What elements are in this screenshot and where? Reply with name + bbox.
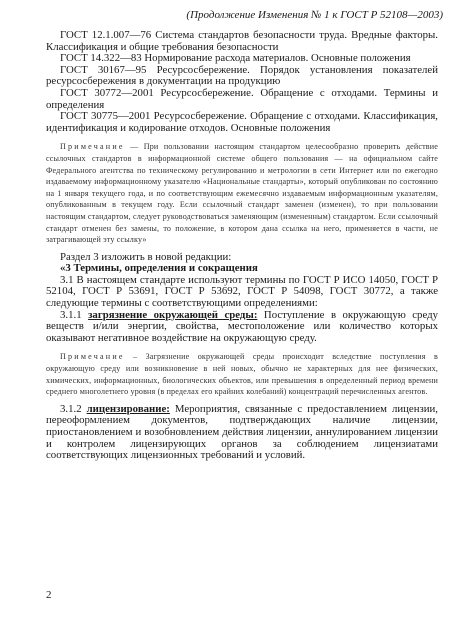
note-text: – Загрязнение окружающей среды происходит вследствие поступления в окружающую среду или возникновение в ней новых, обычно не характерных для нее физических, химических, информационных, биологических объектов, или превышения в определенный период времени среднего многолетнего уровня (в пределах его крайних колебаний) концентраций перечисленных агентов. <box>46 352 438 397</box>
running-header: (Продолжение Изменения № 1 к ГОСТ Р 52108—2003) <box>186 9 443 21</box>
term-3-1-1 <box>46 310 438 345</box>
note-text: — При пользовании настоящим стандартом целесообразно проверить действие ссылочных стандартов в информационной системе общего пользования — на официальном сайте Федерального агентства по техническому регулированию и метрологии в сети Интернет или по ежегодно издаваемому информационному указателю «Национальные стандарты», который опубликован по состоянию на 1 января текущего года, и по соответствующим ежемесячно издаваемым информационным указателям, опубликованным в текущем году. Если ссылочный стандарт заменен (изменен), то при пользовании настоящим стандартом, следует руководствоваться заменяющим (измененным) стандартом. Если ссылочный стандарт отменен без замены, то положение, в котором дана ссылка на него, применяется в части, не затрагивающей эту ссылку» <box>46 142 438 245</box>
note-label: Примечание <box>60 142 125 152</box>
document-body <box>46 30 438 462</box>
clause-3-1: 3.1 В настоящем стандарте используют термины по ГОСТ Р ИСО 14050, ГОСТ Р 52104, ГОСТ Р 53691, ГОСТ Р 53692, ГОСТ Р 54098, ГОСТ 30772, а также следующие термины с соответствующими определениями: <box>46 273 438 310</box>
section-heading: «3 Термины, определения и сокращения <box>60 262 258 275</box>
note-references <box>46 141 438 245</box>
page-number: 2 <box>46 589 52 601</box>
term-name: лицензирование: <box>86 402 170 415</box>
note-label: Примечание <box>60 352 125 362</box>
term-3-1-2 <box>46 404 438 462</box>
note-pollution <box>46 351 438 397</box>
reference-gost-30772: ГОСТ 30772—2001 Ресурсосбережение. Обращение с отходами. Термины и определения <box>46 86 438 111</box>
section-intro: Раздел 3 изложить в новой редакции: <box>60 250 232 263</box>
term-number: 3.1.1 <box>60 308 89 321</box>
reference-gost-12-1-007: ГОСТ 12.1.007—76 Система стандартов безопасности труда. Вредные факторы. Классификация и общие требования безопасности <box>46 29 438 53</box>
term-name: загрязнение окружающей среды: <box>88 308 258 321</box>
reference-gost-14-322: ГОСТ 14.322—83 Нормирование расхода материалов. Основные положения <box>60 52 411 65</box>
term-definition: Поступление в окружающую среду веществ и/или энергии, свойства, местоположение или количество которых оказывают негативное воздействие на окружающую среду. <box>46 308 438 344</box>
term-number: 3.1.2 <box>60 402 87 415</box>
term-definition: Мероприятия, связанные с предоставлением лицензии, переоформлением документов, подтверждающих наличие лицензии, приостановлением и возобновлением действия лицензии, аннулированием лицензии и контролем лицензирующих органов за соблюдением лицензиатами соответствующих лицензионных требований и условий. <box>46 402 438 462</box>
reference-gost-30167: ГОСТ 30167—95 Ресурсосбережение. Порядок установления показателей ресурсосбережения в документации на продукцию <box>46 63 438 88</box>
reference-gost-30775: ГОСТ 30775—2001 Ресурсосбережение. Обращение с отходами. Классификация, идентификация и кодирование отходов. Основные положения <box>46 110 438 134</box>
